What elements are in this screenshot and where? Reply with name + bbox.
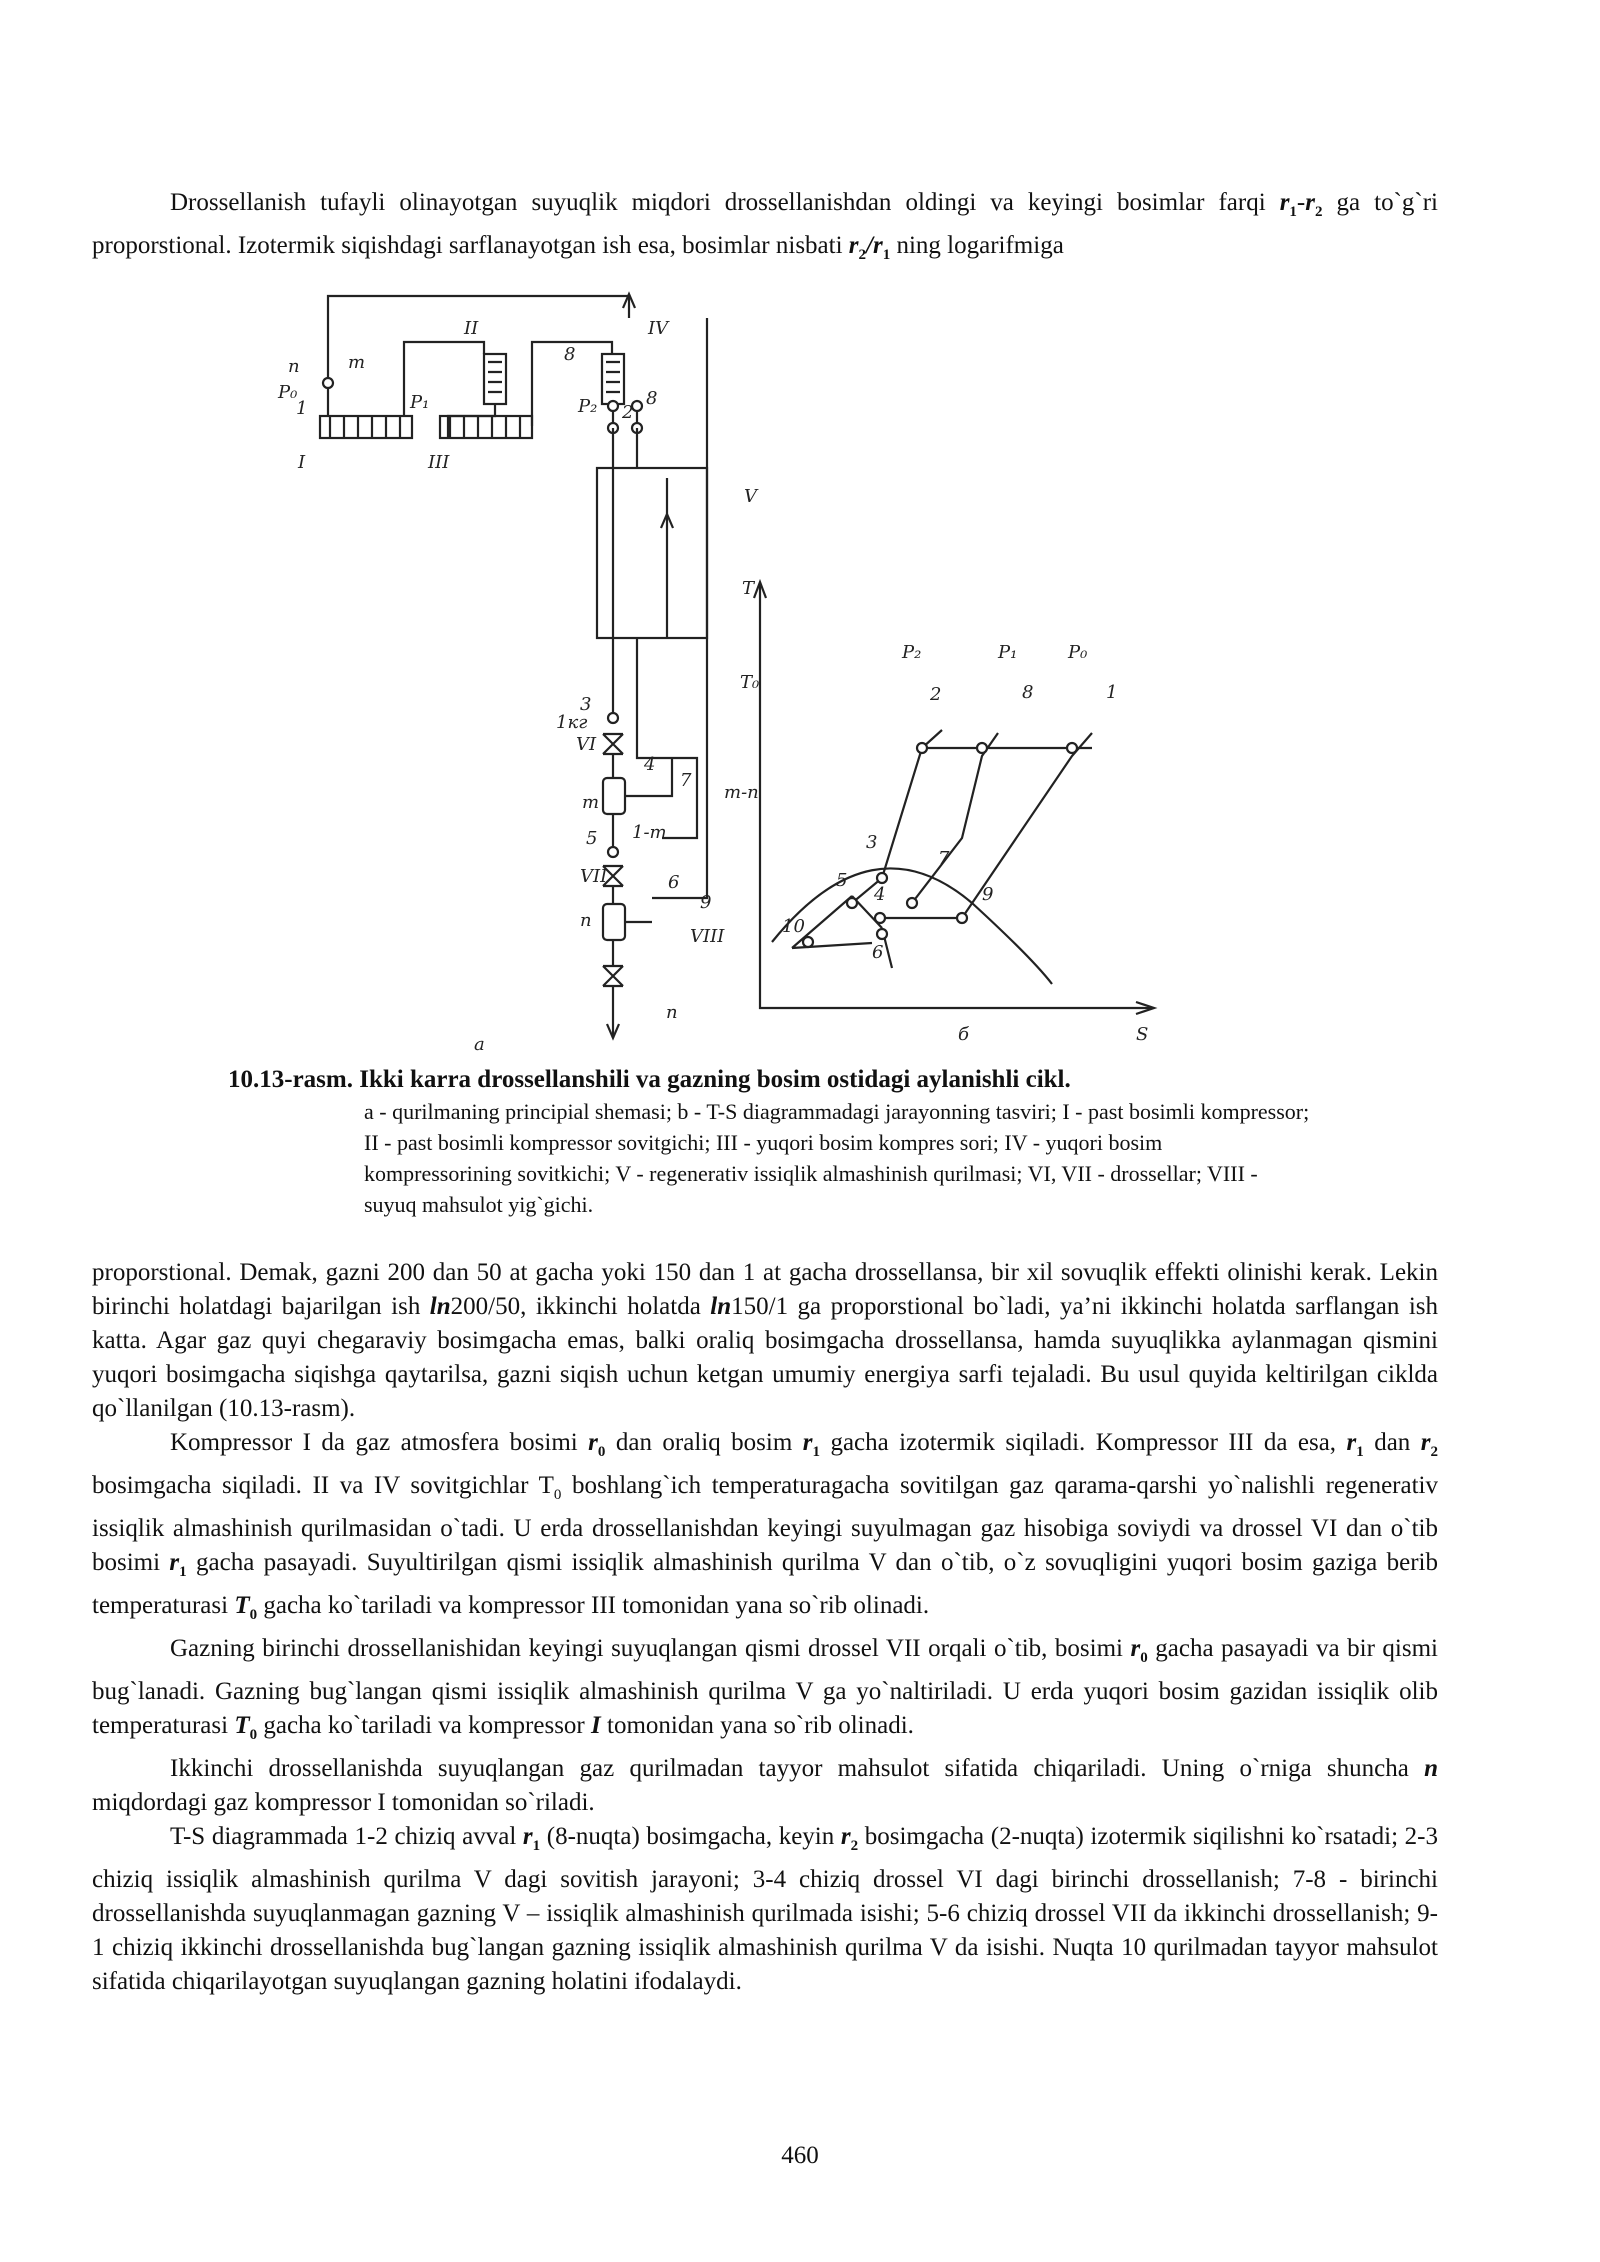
label: 5 bbox=[836, 870, 848, 891]
compressor-i-hatch bbox=[330, 416, 400, 438]
label: III bbox=[428, 452, 450, 473]
text: Gazning birinchi drossellanishidan keyingi suyuqlangan qismi drossel VII orqali o`tib, bosimi bbox=[170, 1635, 1131, 1662]
label: I bbox=[298, 452, 306, 473]
label: 1-m bbox=[632, 822, 667, 843]
label: VIII bbox=[690, 926, 725, 947]
label: VII bbox=[580, 866, 608, 887]
label: 7 bbox=[938, 848, 950, 869]
label: P₂ bbox=[902, 642, 922, 663]
subscript: 0 bbox=[249, 1727, 258, 1743]
symbol-t: T bbox=[234, 1592, 250, 1619]
ts-labels bbox=[740, 578, 1148, 1045]
point-5 bbox=[847, 898, 857, 908]
text: Drossellanish tufayli olinayotgan suyuqlik miqdori drossellanishdan oldingi va keyingi bosimlar farqi bbox=[170, 189, 1280, 216]
point-9 bbox=[957, 913, 967, 923]
label: 1кг bbox=[556, 712, 588, 733]
symbol-ln: ln bbox=[710, 1293, 732, 1320]
figure-caption-body: a - qurilmaning principial shemasi; b - T-S diagrammadagi jarayonning tasviri; I - past bosimli kompressor; II - past bosimli kompressor sovitgichi; III - yuqori bosim kompres sori; IV - yuqori bosim kompressorining sovitkichi; V - regenerativ issiqlik almashinish qurilmasi; VI, VII - drossellar; VIII - suyuq mahsulot yig`gichi. bbox=[364, 1099, 1310, 1217]
symbol-r: r bbox=[1130, 1635, 1141, 1662]
compressor-i bbox=[320, 416, 412, 438]
page-content bbox=[92, 186, 1438, 1999]
symbol-n: n bbox=[1424, 1755, 1438, 1782]
text: gacha izotermik siqiladi. Kompressor III da esa, bbox=[819, 1429, 1347, 1456]
label: 4 bbox=[874, 884, 886, 905]
node bbox=[632, 401, 642, 411]
collector-viii bbox=[603, 904, 625, 940]
symbol-r: r bbox=[840, 1823, 851, 1850]
label: V bbox=[744, 486, 757, 507]
text: bosimgacha siqiladi. II va IV sovitgichlar T bbox=[92, 1472, 554, 1499]
symbol-t: T bbox=[234, 1712, 250, 1739]
paragraph-intro bbox=[92, 186, 1438, 272]
label: 4 bbox=[644, 754, 656, 775]
label: 10 bbox=[782, 916, 805, 937]
valve-out bbox=[603, 966, 623, 986]
text: (8-nuqta) bosimgacha, keyin bbox=[540, 1823, 841, 1850]
subscript: 1 bbox=[1356, 1444, 1364, 1460]
scheme-labels bbox=[277, 318, 759, 1055]
paragraph-5 bbox=[92, 1752, 1438, 1820]
label: VI bbox=[576, 734, 597, 755]
point-3 bbox=[877, 873, 887, 883]
text: gacha ko`tariladi va kompressor III tomonidan yana so`rib olinadi. bbox=[257, 1592, 930, 1619]
symbol-r: r bbox=[522, 1823, 533, 1850]
symbol-i: I bbox=[591, 1712, 601, 1739]
ts-axes bbox=[760, 584, 1152, 1008]
page-number: 460 bbox=[781, 2142, 819, 2169]
figure-drawing bbox=[92, 278, 1438, 1058]
pipe bbox=[448, 404, 495, 438]
compressor-iii-hatch bbox=[450, 416, 520, 438]
point-1 bbox=[1067, 743, 1077, 753]
label: m-n bbox=[724, 782, 759, 803]
text: ga to`g`ri proporstional. Izotermik siqishdagi sarflanayotgan ish esa, bosimlar nisbati bbox=[92, 189, 1438, 259]
symbol-r: r bbox=[1279, 189, 1290, 216]
label: 3 bbox=[866, 832, 878, 853]
label: 3 bbox=[580, 694, 592, 715]
label: 6 bbox=[872, 942, 884, 963]
label: m bbox=[348, 352, 366, 373]
label: II bbox=[464, 318, 479, 339]
label: 9 bbox=[700, 892, 712, 913]
text: Ikkinchi drossellanishda suyuqlangan gaz qurilmadan tayyor mahsulot sifatida chiqariladi. Uning o`rniga shuncha bbox=[170, 1755, 1425, 1782]
subscript: 0 bbox=[1140, 1650, 1148, 1666]
text: 200/50, ikkinchi holatda bbox=[450, 1293, 711, 1320]
label: n bbox=[288, 356, 300, 377]
label: IV bbox=[648, 318, 669, 339]
label: m bbox=[582, 792, 600, 813]
label: 2 bbox=[930, 684, 942, 705]
text: gacha ko`tariladi va kompressor bbox=[257, 1712, 592, 1739]
subscript: 0 bbox=[249, 1607, 258, 1623]
label: 2 bbox=[622, 402, 634, 423]
text: bosimgacha (2-nuqta) izotermik siqilishni ko`rsatadi; 2-3 chiziq issiqlik almashinish qurilma V dagi sovitish jarayoni; 3-4 chiziq drossel VI dagi birinchi drossellanish; 7-8 - birinchi drossellanishda suyuqlanmagan gazning V – issiqlik almashinish qurilmada isishi; 5-6 chiziq drossel VII da ikkinchi drossellanish; 9-1 chiziq ikkinchi drossellanishda bug`langan gazning issiqlik almashinish qurilma V da isishi. Nuqta 10 qurilmadan tayyor mahsulot sifatida chiqarilayotgan suyuqlangan gazning holatini ifodalaydi. bbox=[92, 1823, 1438, 1995]
figure-caption-title: 10.13-rasm. Ikki karra drossellanshili va gazning bosim ostidagi aylanishli cikl. bbox=[228, 1066, 1071, 1093]
cooler-hatch bbox=[488, 362, 502, 392]
spacer bbox=[92, 1220, 1438, 1256]
symbol-r: r bbox=[802, 1429, 813, 1456]
paragraph-6 bbox=[92, 1820, 1438, 1999]
label: 9 bbox=[982, 884, 994, 905]
symbol-r: r bbox=[169, 1549, 180, 1576]
subscript: 1 bbox=[882, 247, 891, 263]
text: dan bbox=[1363, 1429, 1421, 1456]
label: 5 bbox=[586, 828, 598, 849]
text: gacha pasayadi va bir qismi bug`lanadi. Gazning bug`langan qismi issiqlik almashinish qurilma V ga yo`naltiriladi. U erda yuqori bosim gazidan issiqlik olib temperaturasi bbox=[92, 1635, 1438, 1739]
pipe bbox=[328, 378, 404, 416]
text: - bbox=[1296, 189, 1306, 216]
symbol-r: r bbox=[1420, 1429, 1431, 1456]
symbol-r: r bbox=[1305, 189, 1315, 216]
node bbox=[608, 847, 618, 857]
symbol-ln: ln bbox=[429, 1293, 451, 1320]
symbol-r: r bbox=[848, 232, 859, 259]
point-4 bbox=[875, 913, 885, 923]
label: T₀ bbox=[740, 672, 760, 693]
point-8 bbox=[977, 743, 987, 753]
text: tomonidan yana so`rib olinadi. bbox=[600, 1712, 914, 1739]
paragraph-3 bbox=[92, 1426, 1438, 1632]
label: T bbox=[742, 578, 755, 599]
paragraph-4 bbox=[92, 1632, 1438, 1752]
paragraph-2 bbox=[92, 1256, 1438, 1426]
point-6 bbox=[877, 929, 887, 939]
label: S bbox=[1136, 1024, 1149, 1045]
node bbox=[608, 713, 618, 723]
outer-line bbox=[652, 318, 707, 898]
label: P₁ bbox=[998, 642, 1018, 663]
label: a bbox=[474, 1034, 485, 1055]
subscript: 0 bbox=[597, 1444, 606, 1460]
symbol-r: r bbox=[872, 232, 883, 259]
pipe bbox=[404, 342, 484, 398]
point-2 bbox=[917, 743, 927, 753]
subscript: 1 bbox=[1289, 204, 1297, 220]
node bbox=[608, 401, 618, 411]
subscript: 1 bbox=[532, 1838, 541, 1854]
label: n bbox=[666, 1002, 678, 1023]
point-10 bbox=[803, 937, 813, 947]
subscript: 2 bbox=[1314, 204, 1323, 220]
subscript: 1 bbox=[179, 1564, 187, 1580]
text: ning logarifmiga bbox=[890, 232, 1064, 259]
text: dan oraliq bosim bbox=[605, 1429, 803, 1456]
subscript: 1 bbox=[812, 1444, 820, 1460]
cooler-hatch bbox=[606, 362, 620, 392]
label: 8 bbox=[564, 344, 576, 365]
subscript: 2 bbox=[858, 247, 867, 263]
text: miqdordagi gaz kompressor I tomonidan so`riladi. bbox=[92, 1789, 595, 1816]
point-7 bbox=[907, 898, 917, 908]
label: 1 bbox=[296, 398, 308, 419]
isobars bbox=[852, 730, 1092, 918]
symbol-r: r bbox=[1346, 1429, 1357, 1456]
label: 7 bbox=[680, 770, 692, 791]
node bbox=[323, 378, 333, 388]
label: 6 bbox=[668, 872, 680, 893]
text: gacha pasayadi. Suyultirilgan qismi issiqlik almashinish qurilma V dan o`tib, o`z sovuqligini yuqori bosim gaziga berib temperaturasi bbox=[92, 1549, 1438, 1619]
label: n bbox=[580, 910, 592, 931]
label: 1 bbox=[1106, 682, 1118, 703]
compressor-iii bbox=[440, 416, 532, 438]
subscript: 2 bbox=[1430, 1444, 1438, 1460]
throttle-vi bbox=[603, 734, 623, 754]
top-line bbox=[328, 296, 629, 378]
figure-10-13 bbox=[92, 278, 1438, 1058]
label: P₂ bbox=[578, 396, 598, 417]
subscript: 2 bbox=[850, 1838, 859, 1854]
separator-1 bbox=[603, 778, 625, 814]
label: 8 bbox=[1022, 682, 1034, 703]
symbol-slash: / bbox=[866, 232, 873, 259]
label: P₁ bbox=[410, 392, 430, 413]
text: boshlang`ich temperaturagacha sovitilgan gaz qarama-qarshi yo`nalishli regenerativ issiqlik almashinish qurilmasidan o`tadi. U erda drossellanishdan keyingi suyulmagan gaz hisobiga soviydi va drossel VI dan o`tib bosimi bbox=[92, 1472, 1438, 1576]
text: T-S diagrammada 1-2 chiziq avval bbox=[170, 1823, 523, 1850]
text: Kompressor I da gaz atmosfera bosimi bbox=[170, 1429, 589, 1456]
label: б bbox=[958, 1024, 969, 1045]
saturation-curve bbox=[772, 868, 1052, 984]
label: P₀ bbox=[278, 382, 298, 403]
text: 150/1 ga proporstional bo`ladi, ya’ni ikkinchi holatda sarflangan ish katta. Agar gaz quyi chegaraviy bosimgacha emas, balki oraliq bosimgacha drossellansa, hamda suyuqlikka aylanmagan qismini yuqori bosimgacha siqishga qaytarilsa, gazni siqish uchun ketgan umumiy energiya sarfi tejaladi. Bu usul quyida keltirilgan cikldа qo`llanilgan (10.13-rasm). bbox=[92, 1293, 1438, 1422]
text: proporstional. Demak, gazni 200 dan 50 at gacha yoki 150 dan 1 at gacha drossellansa, bir xil sovuqlik effekti olinishi kerak. Lekin birinchi holatdagi bajarilgan ish bbox=[92, 1259, 1438, 1320]
symbol-r: r bbox=[588, 1429, 598, 1456]
ts-diagram-b bbox=[754, 582, 1154, 1014]
subscript: 0 bbox=[553, 1487, 562, 1503]
label: P₀ bbox=[1068, 642, 1088, 663]
label: 8 bbox=[646, 388, 658, 409]
